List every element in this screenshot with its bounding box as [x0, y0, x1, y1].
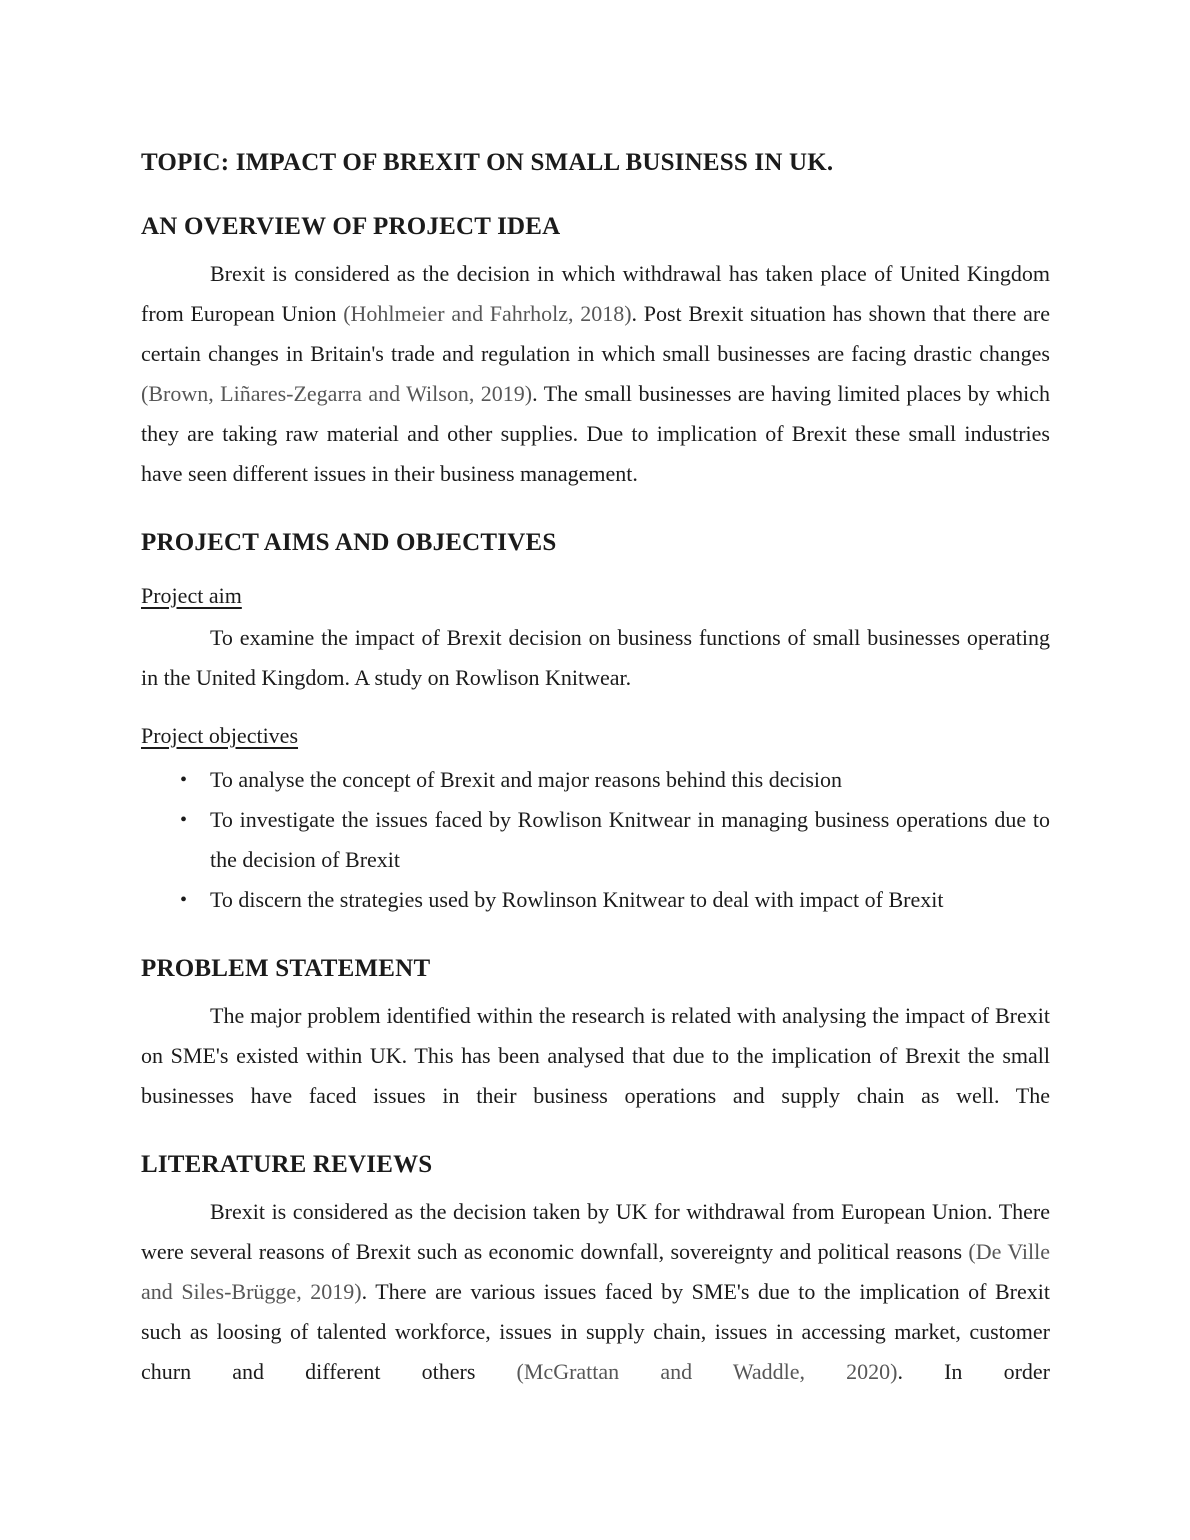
project-aim-label: Project aim — [141, 583, 242, 608]
objective-text: To discern the strategies used by Rowlinson Knitwear to deal with impact of Brexit — [210, 887, 944, 912]
objective-text: To investigate the issues faced by Rowlison Knitwear in managing business operations due to the decision of Brexit — [210, 807, 1050, 872]
citation: (Hohlmeier and Fahrholz, 2018) — [343, 301, 632, 326]
section-heading-overview: AN OVERVIEW OF PROJECT IDEA — [141, 213, 561, 240]
literature-paragraph — [141, 1192, 1050, 1392]
problem-paragraph: The major problem identified within the research is related with analysing the impact of Brexit on SME's existed within UK. This has been analysed that due to the implication of Brexit the small businesses have faced issues in their business operations and supply chain as well. The — [141, 1003, 1050, 1108]
project-aim-paragraph: To examine the impact of Brexit decision on business functions of small businesses operating in the United Kingdom. A study on Rowlison Knitwear. — [141, 625, 1050, 690]
text-run: Brexit is considered as the decision taken by UK for withdrawal from European Union. There were several reasons of Brexit such as economic downfall, sovereignty and political reasons — [141, 1199, 1050, 1264]
objective-text: To analyse the concept of Brexit and major reasons behind this decision — [210, 767, 843, 792]
list-item — [141, 760, 1050, 800]
objectives-list — [141, 760, 1050, 920]
section-heading-problem: PROBLEM STATEMENT — [141, 955, 431, 982]
bullet-icon: • — [180, 769, 188, 791]
citation: (McGrattan and Waddle, 2020) — [516, 1359, 898, 1384]
bullet-icon: • — [180, 889, 188, 911]
list-item — [141, 880, 1050, 920]
citation: (De Ville and Siles-Brügge, 2019) — [141, 1239, 1051, 1304]
section-heading-aims: PROJECT AIMS AND OBJECTIVES — [141, 529, 557, 556]
document-title: TOPIC: IMPACT OF BREXIT ON SMALL BUSINESS IN UK. — [141, 149, 834, 176]
text-run: . Post Brexit situation has shown that there are certain changes in Britain's trade and regulation in which small businesses are facing drastic changes — [141, 301, 1051, 366]
overview-paragraph — [141, 254, 1050, 494]
text-run: . There are various issues faced by SME's due to the implication of Brexit such as loosing of talented workforce, issues in supply chain, issues in accessing market, customer churn and different others — [141, 1279, 1051, 1384]
project-objectives-label: Project objectives — [141, 723, 299, 748]
section-heading-literature: LITERATURE REVIEWS — [141, 1151, 433, 1178]
citation: (Brown, Liñares-Zegarra and Wilson, 2019) — [141, 381, 533, 406]
list-item — [141, 800, 1050, 880]
text-run: Brexit is considered as the decision in which withdrawal has taken place of United Kingdom from European Union — [141, 261, 1050, 326]
text-run: . The small businesses are having limited places by which they are taking raw material and other supplies. Due to implication of Brexit these small industries have seen different issues in their business management. — [141, 381, 1050, 486]
bullet-icon: • — [180, 809, 188, 831]
text-run: . In order — [897, 1359, 1050, 1384]
